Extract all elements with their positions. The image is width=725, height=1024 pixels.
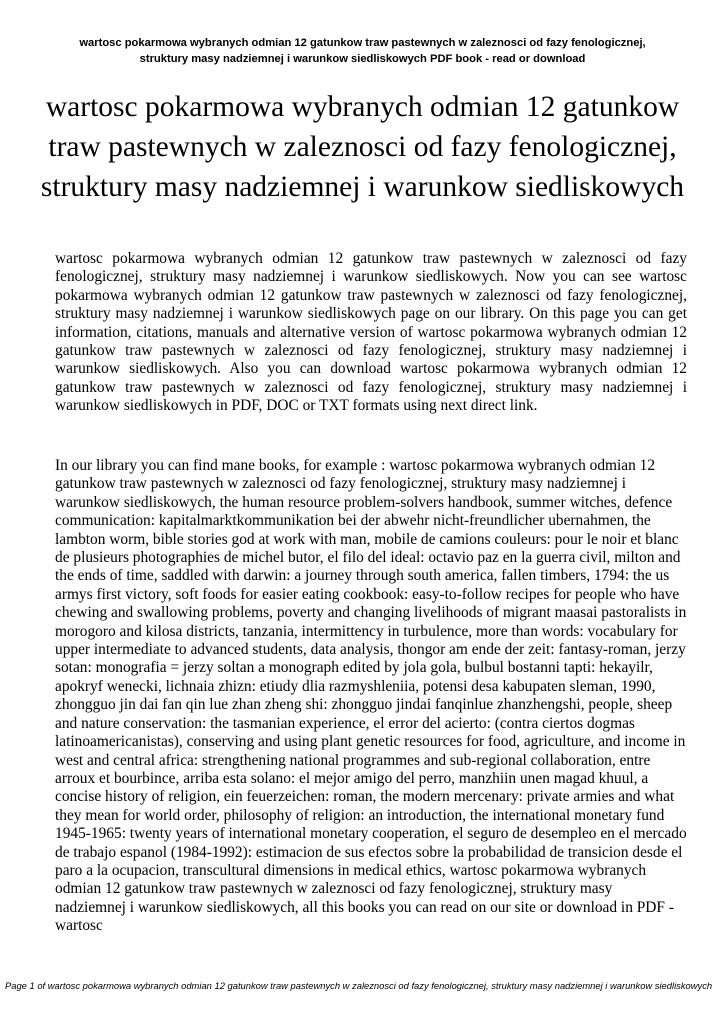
page-header <box>0 36 725 67</box>
title-line-1: wartosc pokarmowa wybranych odmian 12 gatunkow <box>45 91 680 123</box>
library-paragraph: In our library you can find mane books, for example : wartosc pokarmowa wybranych odmian 12 gatunkow traw pastewnych w zaleznosci od fazy fenologicznej, struktury masy nadziemnej i warunkow siedliskowych, the human resource problem-solvers handbook, summer witches, defence communication: kapitalmarktkommunikation bei der abwehr nicht-freundlicher ubernahmen, the lambton worm, bible stories god at work with man, mobile de camions couleurs: pour le noir et blanc de plusieurs photographies de michel butor, el filo del ideal: octavio paz en la guerra civil, milton and the ends of time, saddled with darwin: a journey through south america, fallen timbers, 1794: the us armys first victory, soft foods for easier eating cookbook: easy-to-follow recipes for people who have chewing and swallowing problems, poverty and changing livelihoods of migrant maasai pastoralists in morogoro and kilosa districts, tanzania, intermittency in turbulence, more than words: vocabulary for upper intermediate to advanced students, data analysis, thongor am ende der zeit: fantasy-roman, jerzy sotan: monografia = jerzy soltan a monograph edited by jola gola, bulbul bostanni tapti: hekayilr, apokryf wenecki, lichnaia zhizn: etiudy dlia razmyshleniia, potensi desa kabupaten sleman, 1990, zhongguo jin dai fan qin lue zhan zheng shi: zhongguo jindai fanqinlue zhanzhengshi, people, sheep and nature conservation: the tasmanian experience, el error del acierto: (contra ciertos dogmas latinoamericanistas), conserving and using plant genetic resources for food, agriculture, and income in west and central africa: strengthening national programmes and sub-regional collaboration, entre arroux et bourbince, arriba esta solano: el mejor amigo del perro, manzhiin unen magad khuul, a concise history of religion, ein feuerzeichen: roman, the modern mercenary: private armies and what they mean for world order, philosophy of religion: an introduction, the international monetary fund 1945-1965: twenty years of international monetary cooperation, el seguro de desempleo en el mercado de trabajo espanol (1984-1992): estimacion de sus efectos sobre la probabilidad de transicion desde el paro a la ocupacion, transcultural dimensions in medical ethics, wartosc pokarmowa wybranych odmian 12 gatunkow traw pastewnych w zaleznosci od fazy fenologicznej, struktury masy nadziemnej i warunkow siedliskowych, all this books you can read on our site or download in PDF - wartosc <box>55 457 687 935</box>
intro-paragraph: wartosc pokarmowa wybranych odmian 12 gatunkow traw pastewnych w zaleznosci od fazy fenologicznej, struktury masy nadziemnej i warunkow siedliskowych. Now you can see wartosc pokarmowa wybranych odmian 12 gatunkow traw pastewnych w zaleznosci od fazy fenologicznej, struktury masy nadziemnej i warunkow siedliskowych page on our library. On this page you can get information, citations, manuals and alternative version of wartosc pokarmowa wybranych odmian 12 gatunkow traw pastewnych w zaleznosci od fazy fenologicznej, struktury masy nadziemnej i warunkow siedliskowych. Also you can download wartosc pokarmowa wybranych odmian 12 gatunkow traw pastewnych w zaleznosci od fazy fenologicznej, struktury masy nadziemnej i warunkow siedliskowych in PDF, DOC or TXT formats using next direct link. <box>55 250 687 415</box>
header-line-1: wartosc pokarmowa wybranych odmian 12 gatunkow traw pastewnych w zaleznosci od fazy fenologicznej, <box>79 37 646 49</box>
document-title <box>20 87 705 207</box>
title-line-3: struktury masy nadziemnej i warunkow siedliskowych <box>40 171 685 203</box>
page-footer: Page 1 of wartosc pokarmowa wybranych odmian 12 gatunkow traw pastewnych w zaleznosci od fazy fenologicznej, struktury masy nadziemnej i warunkow siedliskowych <box>5 980 713 991</box>
title-line-2: traw pastewnych w zaleznosci od fazy fenologicznej, <box>48 131 677 163</box>
header-line-2: struktury masy nadziemnej i warunkow siedliskowych PDF book - read or download <box>139 52 586 65</box>
